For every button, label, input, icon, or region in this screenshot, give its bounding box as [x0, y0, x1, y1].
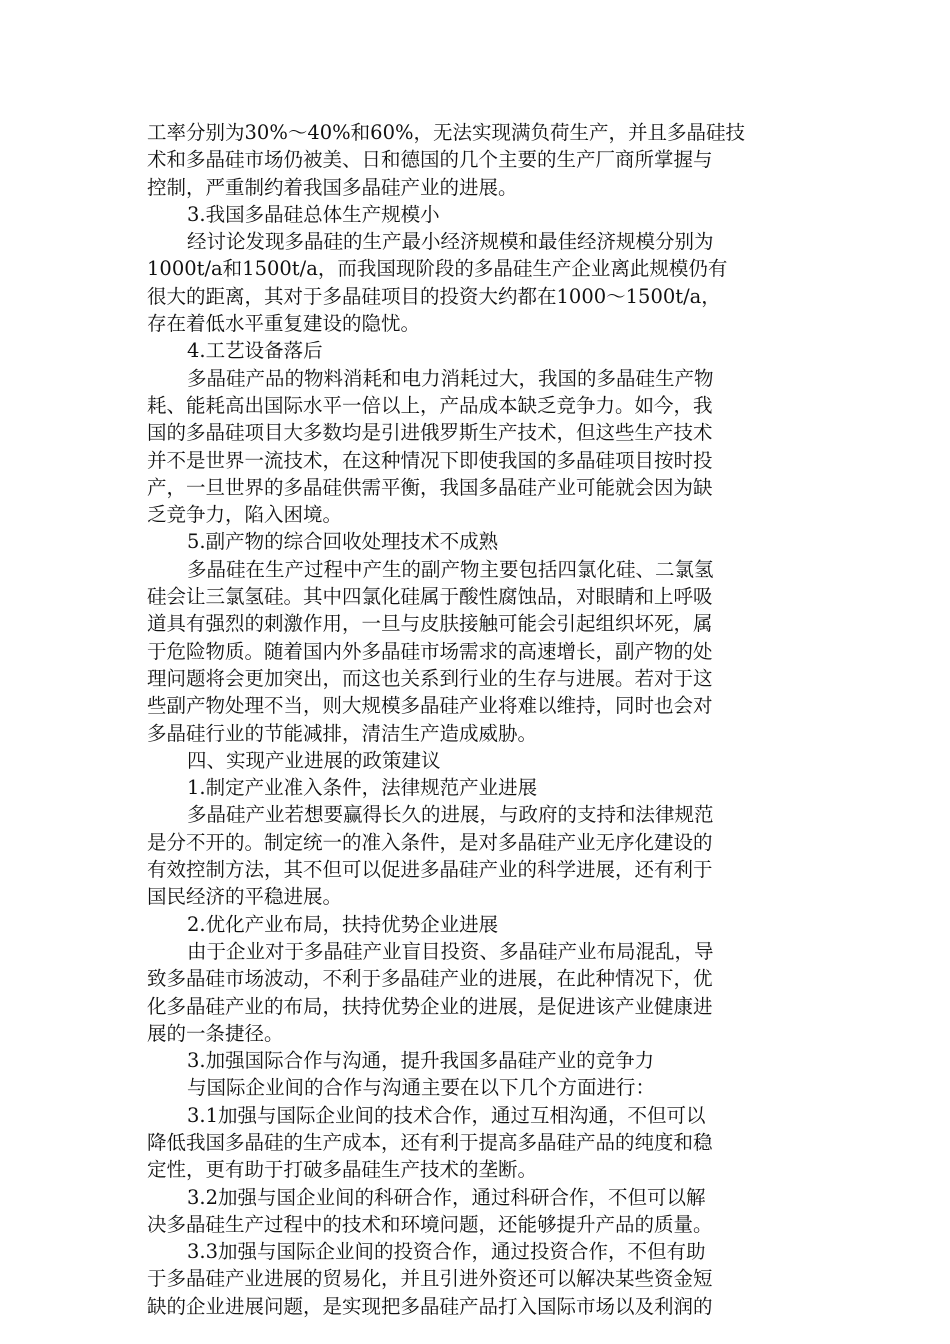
text-line: 多晶硅产品的物料消耗和电力消耗过大，我国的多晶硅生产物 — [187, 366, 714, 390]
text-line: 经讨论发现多晶硅的生产最小经济规模和最佳经济规模分别为 — [187, 230, 714, 254]
text-line: 多晶硅产业若想要赢得长久的进展，与政府的支持和法律规范 — [187, 803, 714, 827]
text-line: 四、实现产业进展的政策建议 — [187, 748, 441, 772]
text-line: 化多晶硅产业的布局，扶持优势企业的进展，是促进该产业健康进 — [147, 994, 713, 1018]
text-line: 1.制定产业准入条件，法律规范产业进展 — [187, 776, 538, 800]
text-line: 3.我国多晶硅总体生产规模小 — [187, 202, 440, 226]
text-line: 5.副产物的综合回收处理技术不成熟 — [187, 530, 499, 554]
text-line: 有效控制方法，其不但可以促进多晶硅产业的科学进展，还有利于 — [147, 858, 713, 882]
text-line: 产，一旦世界的多晶硅供需平衡，我国多晶硅产业可能就会因为缺 — [147, 475, 713, 499]
text-line: 耗、能耗高出国际水平一倍以上，产品成本缺乏竞争力。如今，我 — [147, 393, 713, 417]
text-line: 多晶硅行业的节能减排，清洁生产造成威胁。 — [147, 721, 538, 745]
text-line: 国民经济的平稳进展。 — [147, 885, 343, 909]
text-line: 2.优化产业布局，扶持优势企业进展 — [187, 912, 499, 936]
text-line: 3.1加强与国际企业间的技术合作，通过互相沟通，不但可以 — [187, 1103, 706, 1127]
text-line: 乏竞争力，陷入困境。 — [147, 503, 343, 527]
text-line: 道具有强烈的刺激作用，一旦与皮肤接触可能会引起组织坏死，属 — [147, 612, 713, 636]
text-line: 决多晶硅生产过程中的技术和环境问题，还能够提升产品的质量。 — [147, 1212, 713, 1236]
text-line: 国的多晶硅项目大多数均是引进俄罗斯生产技术，但这些生产技术 — [147, 421, 713, 445]
text-line: 并不是世界一流技术，在这种情况下即使我国的多晶硅项目按时投 — [147, 448, 713, 472]
text-line: 于危险物质。随着国内外多晶硅市场需求的高速增长，副产物的处 — [147, 639, 713, 663]
text-line: 4.工艺设备落后 — [187, 339, 323, 363]
text-line: 控制，严重制约着我国多晶硅产业的进展。 — [147, 175, 518, 199]
text-line: 降低我国多晶硅的生产成本，还有利于提高多晶硅产品的纯度和稳 — [147, 1130, 713, 1154]
text-line: 致多晶硅市场波动，不利于多晶硅产业的进展，在此种情况下，优 — [147, 967, 713, 991]
text-line: 3.2加强与国企业间的科研合作，通过科研合作，不但可以解 — [187, 1185, 706, 1209]
text-line: 1000t/a和1500t/a，而我国现阶段的多晶硅生产企业离此规模仍有 — [147, 257, 728, 281]
text-line: 术和多晶硅市场仍被美、日和德国的几个主要的生产厂商所掌握与 — [147, 148, 713, 172]
text-line: 些副产物处理不当，则大规模多晶硅产业将难以维持，同时也会对 — [147, 694, 713, 718]
text-line: 展的一条捷径。 — [147, 1021, 284, 1045]
text-line: 由于企业对于多晶硅产业盲目投资、多晶硅产业布局混乱，导 — [187, 939, 714, 963]
text-line: 3.3加强与国际企业间的投资合作，通过投资合作，不但有助 — [187, 1240, 706, 1264]
text-line: 硅会让三氯氢硅。其中四氯化硅属于酸性腐蚀品，对眼睛和上呼吸 — [147, 585, 713, 609]
text-line: 存在着低水平重复建设的隐忧。 — [147, 312, 421, 336]
document-page — [147, 119, 807, 1320]
text-line: 定性，更有助于打破多晶硅生产技术的垄断。 — [147, 1158, 538, 1182]
text-line: 是分不开的。制定统一的准入条件，是对多晶硅产业无序化建设的 — [147, 830, 713, 854]
text-line: 3.加强国际合作与沟通，提升我国多晶硅产业的竞争力 — [187, 1049, 655, 1073]
text-line: 多晶硅在生产过程中产生的副产物主要包括四氯化硅、二氯氢 — [187, 557, 714, 581]
text-line: 于多晶硅产业进展的贸易化，并且引进外资还可以解决某些资金短 — [147, 1267, 713, 1291]
text-line: 理问题将会更加突出，而这也关系到行业的生存与进展。若对于这 — [147, 666, 713, 690]
text-line: 缺的企业进展问题，是实现把多晶硅产品打入国际市场以及利润的 — [147, 1294, 713, 1318]
text-line: 与国际企业间的合作与沟通主要在以下几个方面进行： — [187, 1076, 656, 1100]
text-line: 工率分别为30%～40%和60%，无法实现满负荷生产，并且多晶硅技 — [147, 121, 746, 144]
text-line: 很大的距离，其对于多晶硅项目的投资大约都在1000～1500t/a， — [147, 284, 721, 308]
